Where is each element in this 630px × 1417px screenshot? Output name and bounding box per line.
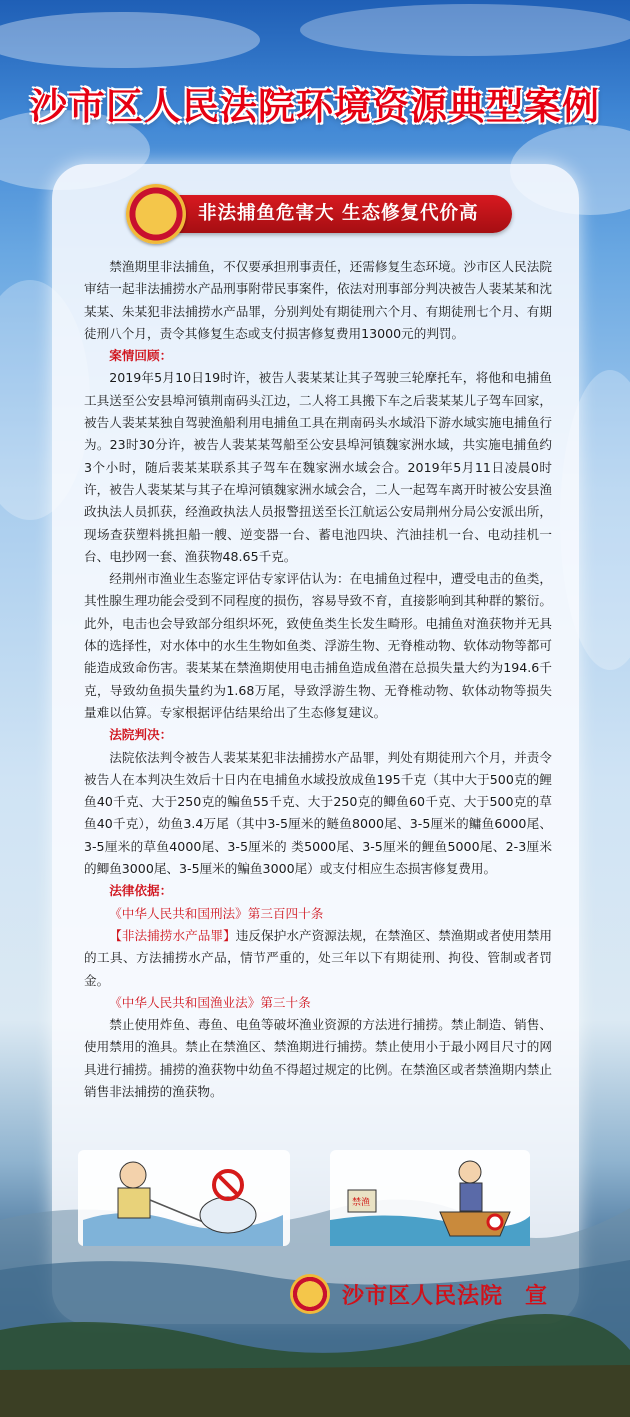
court-name: 沙市区人民法院 <box>342 1282 504 1309</box>
footer-signature <box>290 1274 548 1314</box>
banner-text: 非法捕鱼危害大 生态修复代价高 <box>170 195 512 233</box>
fishery-law-title: 《中华人民共和国渔业法》第三十条 <box>109 994 311 1010</box>
fishery-law-paragraph: 禁止使用炸鱼、毒鱼、电鱼等破坏渔业资源的方法进行捕捞。禁止制造、销售、使用禁用的渔具。禁止在禁渔区、禁渔期进行捕捞。禁止使用小于最小网目尺寸的网具进行捕捞。捕捞的渔获物中幼鱼不得超过规定的比例。在禁渔区或者禁渔期内禁止销售非法捕捞的渔获物。 <box>84 1017 552 1099</box>
illegal-fishing-cartoon-left <box>78 1150 290 1246</box>
criminal-law-title: 《中华人民共和国刑法》第三百四十条 <box>109 905 324 921</box>
case-review-paragraph: 2019年5月10日19时许，被告人裴某某让其子驾驶三轮摩托车，将他和电捕鱼工具送至公安县埠河镇荆南码头江边，二人将工具搬下车之后裴某某儿子驾车回家，被告人裴某某独自驾驶渔船利用电捕鱼工具在荆南码头水域沿下游水域实施电捕鱼行为。23时30分许，被告人裴某某驾船至公安县埠河镇魏家洲水域，共实施电捕鱼约3个小时，随后裴某某联系其子驾车在魏家洲水域会合。2019年5月11日凌晨0时许，被告人裴某某与其子在埠河镇魏家洲水域会合，二人一起驾车离开时被公安县渔政执法人员抓获，经渔政执法人员报警扭送至长江航运公安局荆州分局公安派出所，现场查获塑料挑担船一艘、逆变器一台、蓄电池四块、汽油挂机一台、电动挂机一台、电抄网一套、渔获物48.65千克。 <box>84 370 552 564</box>
no-fishing-sign: 禁渔 <box>352 1198 371 1208</box>
court-emblem-icon <box>126 184 186 244</box>
no-fishing-cartoon-right <box>330 1150 530 1246</box>
assessment-paragraph: 经荆州市渔业生态鉴定评估专家评估认为：在电捕鱼过程中，遭受电击的鱼类，其性腺生理功能会受到不同程度的损伤，容易导致不育，直接影响到其种群的繁衍。此外，电击也会导致部分组织坏死，致使鱼类生长发生畸形。电捕鱼对渔获物并无具体的选择性，对水体中的水生生物如鱼类、浮游生物、无脊椎动物、软体动物等都可能造成致命伤害。裴某某在禁渔期使用电击捕鱼造成鱼潜在总损失量大约为194.6千克，导致幼鱼损失量约为1.68万尾，导致浮游生物、无脊椎动物、软体动物等损失量难以估算。专家根据评估结果给出了生态修复建议。 <box>84 571 552 720</box>
case-review-heading: 案情回顾： <box>109 348 173 364</box>
article-body <box>84 256 552 1103</box>
criminal-law-paragraph <box>84 925 552 992</box>
section-banner <box>126 184 512 244</box>
court-emblem-icon <box>290 1274 330 1314</box>
verdict-paragraph: 法院依法判令被告人裴某某犯非法捕捞水产品罪，判处有期徒刑六个月，并责令被告人在本判决生效后十日内在电捕鱼水域投放成鱼195千克（其中大于500克的鲤鱼40千克、大于250克的鳊鱼55千克、大于250克的鲫鱼60千克、大于500克的草鱼40千克），幼鱼3.4万尾（其中3-5厘米的鲢鱼8000尾、3-5厘米的鳙鱼6000尾、3-5厘米的草鱼4000尾、3-5厘米的 类5000尾、3-5厘米的鲤鱼5000尾、2-3厘米的鲫鱼3000尾、3-5厘米的鳊鱼3000尾）或支付相应生态损害修复费用。 <box>84 749 552 877</box>
criminal-law-text: 违反保护水产资源法规，在禁渔区、禁渔期或者使用禁用的工具、方法捕捞水产品，情节严重的，处三年以下有期徒刑、拘役、管制或者罚金。 <box>84 927 553 988</box>
crime-name: 【非法捕捞水产品罪】 <box>109 927 236 943</box>
page-title: 沙市区人民法院环境资源典型案例 <box>30 84 600 128</box>
legal-basis-heading: 法律依据： <box>109 883 173 899</box>
proclaim-text: 宣 <box>525 1282 549 1309</box>
verdict-heading: 法院判决： <box>109 727 173 743</box>
intro-paragraph: 禁渔期里非法捕鱼，不仅要承担刑事责任，还需修复生态环境。沙市区人民法院审结一起非法捕捞水产品刑事附带民事案件，依法对刑事部分判决被告人裴某某和沈某某、朱某犯非法捕捞水产品罪，分别判处有期徒刑六个月、有期徒刑七个月、有期徒刑八个月，责令其修复生态或支付损害修复费用13000元的判罚。 <box>84 259 552 341</box>
